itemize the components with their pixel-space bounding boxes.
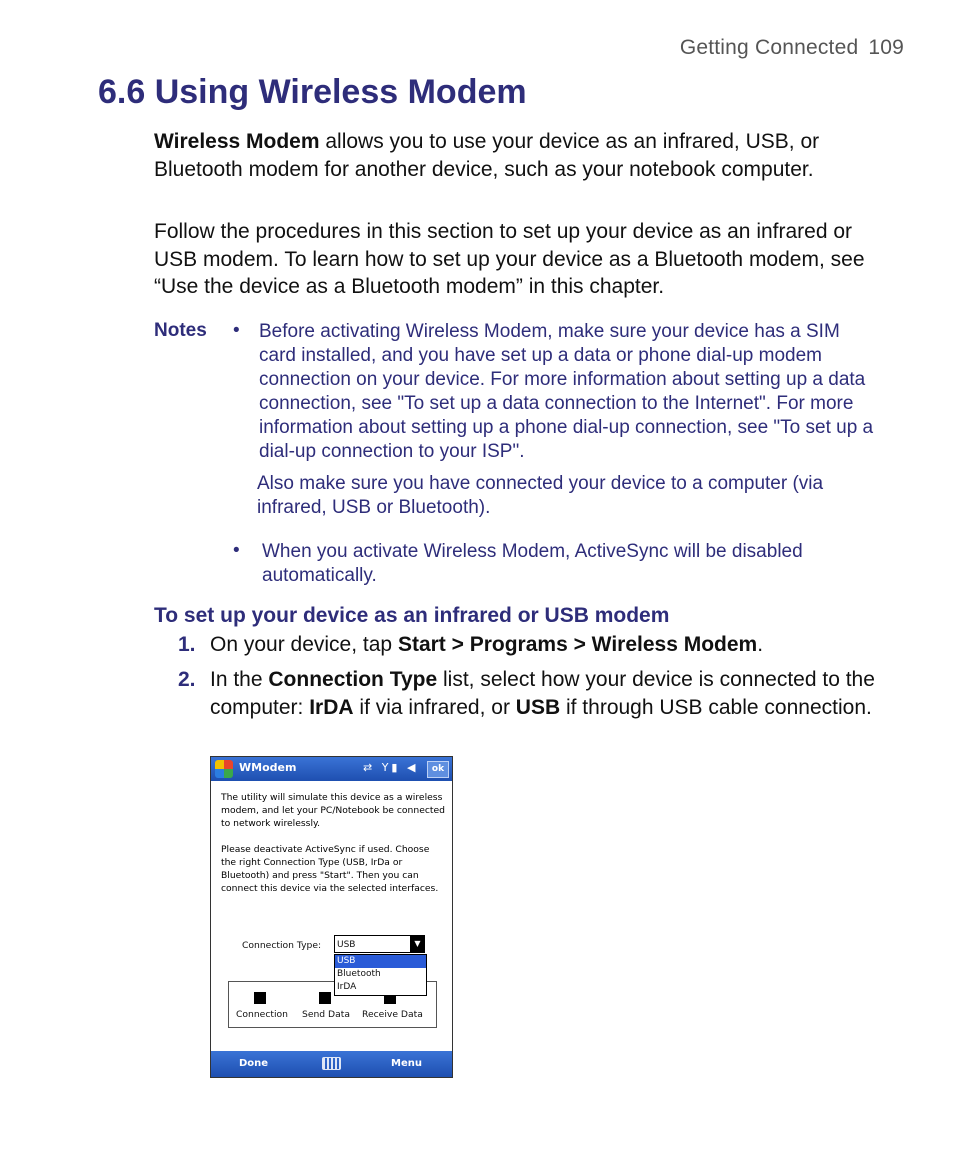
chevron-down-icon[interactable]: ▼ (410, 935, 425, 953)
receive-data-label: Receive Data (362, 1009, 423, 1020)
option-bluetooth[interactable]: Bluetooth (337, 969, 381, 979)
step-2-mid1: list, select how your device is connected to the computer: (210, 668, 875, 719)
soft-key-bar (211, 1051, 452, 1077)
screen-intro-text: The utility will simulate this device as a wireless modem, and let your PC/Notebook be connected to network wirelessly. (221, 792, 445, 829)
option-irda[interactable]: IrDA (337, 982, 357, 992)
step-1-bold: Start > Programs > Wireless Modem (397, 633, 758, 656)
title-bar (211, 757, 452, 781)
intro-bold: Wireless Modem (154, 130, 320, 153)
step-2-pre: In the (210, 668, 269, 691)
step-2-mid2: if via infrared, or (353, 695, 516, 719)
note-bullet-1: • (233, 320, 240, 341)
note-2: When you activate Wireless Modem, ActiveSync will be disabled automatically. (262, 541, 803, 586)
section-title: 6.6 Using Wireless Modem (98, 73, 527, 111)
app-title: WModem (239, 761, 297, 774)
menu-button[interactable]: Menu (391, 1058, 422, 1069)
step-1-pre: On your device, tap (210, 633, 398, 656)
step-1-number: 1. (178, 633, 196, 656)
step-2-post: if through USB cable connection. (560, 695, 872, 719)
intro-paragraph (154, 128, 884, 183)
done-button[interactable]: Done (239, 1058, 269, 1069)
connection-indicator (254, 992, 266, 1004)
running-header (680, 36, 904, 60)
send-data-label: Send Data (302, 1009, 350, 1020)
option-usb[interactable]: USB (335, 955, 426, 968)
screen-instructions-text: Please deactivate ActiveSync if used. Choose the right Connection Type (USB, IrDa or Bluetooth) and press "Start". Then you can connect this device via the selected interfaces. (221, 844, 439, 894)
step-2-text (210, 666, 880, 721)
step-2-bold3: USB (515, 695, 561, 719)
send-data-indicator (319, 992, 331, 1004)
intro-rest: allows you to use your device as an infrared, USB, or Bluetooth modem for another device, such as your notebook computer. (154, 130, 820, 181)
note-1b: Also make sure you have connected your device to a computer (via infrared, USB or Bluetooth). (257, 473, 824, 518)
step-1-text (210, 631, 880, 659)
step-2-number: 2. (178, 668, 196, 691)
windows-start-icon[interactable] (215, 760, 233, 778)
header-section: Getting Connected (679, 36, 859, 59)
keyboard-icon[interactable] (322, 1057, 341, 1070)
step-1-post: . (757, 633, 764, 656)
step-2-bold1: Connection Type (268, 668, 438, 691)
wmodem-screenshot (210, 756, 453, 1078)
status-icons: ⇄ Y▮ ◀ (363, 761, 419, 774)
notes-label: Notes (154, 320, 207, 341)
connection-type-dropdown (334, 954, 427, 996)
procedure-heading: To set up your device as an infrared or USB modem (154, 604, 670, 627)
page-number: 109 (868, 36, 904, 59)
step-2-bold2: IrDA (309, 695, 354, 719)
connection-type-select[interactable]: USB (334, 935, 423, 953)
note-bullet-2: • (233, 540, 240, 561)
ok-button[interactable]: ok (427, 761, 449, 778)
connection-label: Connection (236, 1009, 288, 1020)
procedure-paragraph: Follow the procedures in this section to set up your device as an infrared or USB modem. To learn how to set up your device as a Bluetooth modem, see “Use the device as a Bluetooth modem” in this chapter. (154, 220, 865, 298)
connection-type-label: Connection Type: (242, 940, 322, 951)
note-1: Before activating Wireless Modem, make sure your device has a SIM card installed, and you have set up a data or phone dial-up modem connection on your device. For more information about setting up a data connection, see "To set up a data connection to the Internet". For more information about setting up a phone dial-up connection, see "To set up a dial-up connection to your ISP". (259, 321, 874, 462)
